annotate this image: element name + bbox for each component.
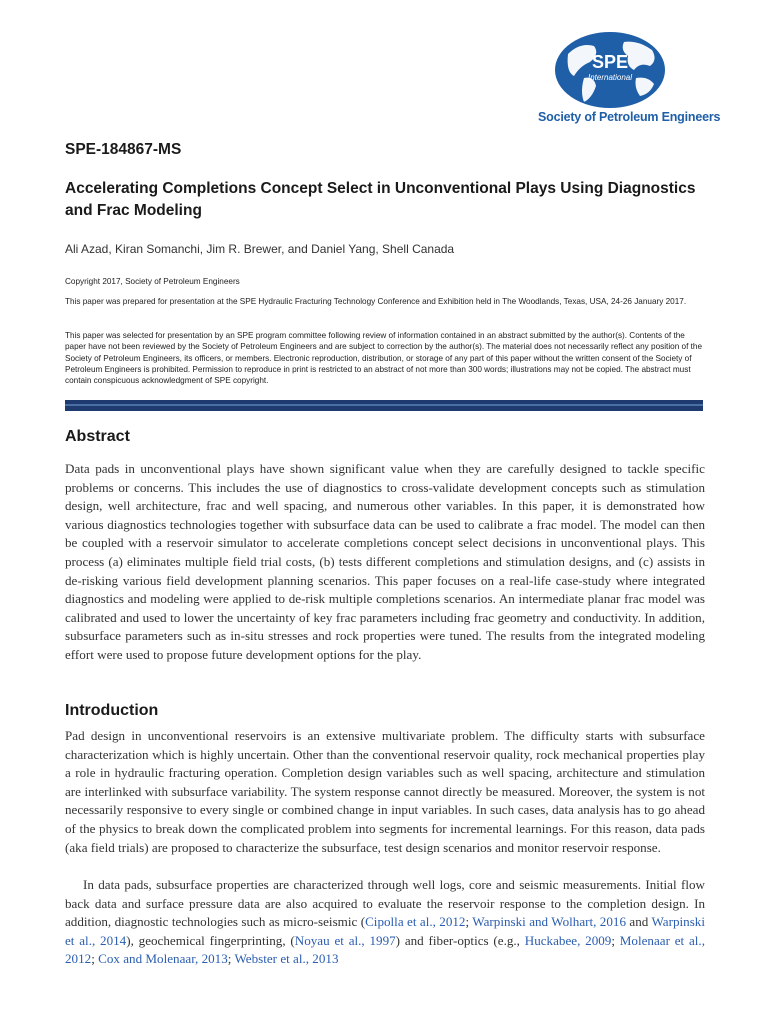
spe-globe-icon	[554, 32, 666, 108]
citation-link[interactable]: Cipolla et al., 2012	[365, 914, 466, 930]
citation-link[interactable]: Warpinski and Wolhart, 2016	[472, 914, 626, 930]
logo-acronym: SPE	[591, 52, 629, 72]
authors: Ali Azad, Kiran Somanchi, Jim R. Brewer, and Daniel Yang, Shell Canada	[65, 242, 455, 256]
citation-link[interactable]: Warpinski et al., 2014	[65, 914, 705, 948]
paper-title: Accelerating Completions Concept Select in Unconventional Plays Using Diagnostics and Frac Modeling	[65, 180, 696, 219]
citation-link[interactable]: Webster et al., 2013	[234, 951, 339, 967]
logo-caption: Society of Petroleum Engineers	[538, 110, 721, 124]
introduction-paragraph-1: Pad design in unconventional reservoirs is an extensive multivariate problem. The difficulty starts with subsurface characterization which is highly uncertain. Other than the conventional reservoir quality, rock mechanical properties play a role in hydraulic fracturing operation. Completion design variables such as well spacing, architecture and stimulation are interlinked with subsurface variability. The system response cannot directly be measured. Moreover, the system is not necessarily responsive to every single or combined change in input variables. In such cases, data analysis has to go ahead of the physics to break down the complicated problem into segments for incremental learnings. For this reason, data pads (aka field trials) are proposed to characterize the subsurface, test design scenarios and monitor reservoir response.	[65, 728, 705, 855]
logo-subtitle: International	[587, 73, 633, 82]
p2-text: ;	[611, 932, 620, 948]
citation-link[interactable]: Molenaar et al., 2012	[65, 932, 705, 967]
citation-link[interactable]: Cox and Molenaar, 2013	[98, 951, 228, 967]
citation-link[interactable]: Noyau et al., 1997	[294, 932, 396, 948]
prepared-notice: This paper was prepared for presentation at the SPE Hydraulic Fracturing Technology Conference and Exhibition held in The Woodlands, Texas, USA, 24-26 January 2017.	[65, 297, 687, 306]
p2-text: ), geochemical fingerprinting, (	[126, 932, 295, 948]
p2-text: ;	[91, 951, 99, 967]
abstract-text: Data pads in unconventional plays have shown significant value when they are carefully designed to tackle specific problems or concerns. This includes the use of diagnostics to cross-validate development concepts such as stimulation design, well architecture, frac and well spacing, and numerous other variables. In this paper, it is demonstrated how various diagnostics technologies together with subsurface data can be used to calibrate a frac model. The model can then be coupled with a reservoir simulator to accelerate completions concept select decisions in unconventional plays. This process (a) eliminates multiple field trial costs, (b) tests different completions and stimulation designs, and (c) assists in de-risking various field development planning scenarios. This paper focuses on a real-life case-study where integrated diagnostics and modeling were applied to de-risk multiple completions scenarios. An intermediate planar frac model was calibrated and used to lower the uncertainty of key frac parameters including frac geometry and conductivity. In addition, subsurface parameters such as in-situ stresses and rock properties were tuned. The results from the integrated modeling effort were used to propose future development options for the play.	[65, 461, 705, 662]
abstract-heading: Abstract	[65, 428, 130, 445]
citation-link[interactable]: Huckabee, 2009	[524, 932, 612, 948]
header-divider	[65, 400, 703, 411]
introduction-heading: Introduction	[65, 702, 159, 719]
selection-notice: This paper was selected for presentation by an SPE program committee following review of information contained in an abstract submitted by the author(s). Contents of the paper have not been reviewed by the Society of Petroleum Engineers and are subject to correction by the author(s). The material does not necessarily reflect any position of the Society of Petroleum Engineers, its officers, or members. Electronic reproduction, distribution, or storage of any part of this paper without the written consent of the Society of Petroleum Engineers is prohibited. Permission to reproduce in print is restricted to an abstract of not more than 300 words; illustrations may not be copied. The abstract must contain conspicuous acknowledgment of SPE copyright.	[65, 331, 703, 386]
p2-text: In data pads, subsurface properties are characterized through well logs, core and seismic measurements. Initial flow back data and surface pressure data are also acquired to evaluate the reservoir response to the completion design. In addition, diagnostic technologies such as micro-seismic (	[65, 877, 705, 930]
introduction-paragraph-2	[65, 876, 705, 969]
paper-id: SPE-184867-MS	[65, 141, 182, 158]
p2-text: ;	[465, 914, 473, 930]
copyright-notice: Copyright 2017, Society of Petroleum Engineers	[65, 277, 240, 286]
spe-logo	[534, 32, 721, 128]
p2-text: ;	[227, 951, 235, 967]
p2-text: ) and fiber-optics (e.g.,	[395, 932, 525, 948]
p2-text: and	[626, 914, 652, 930]
